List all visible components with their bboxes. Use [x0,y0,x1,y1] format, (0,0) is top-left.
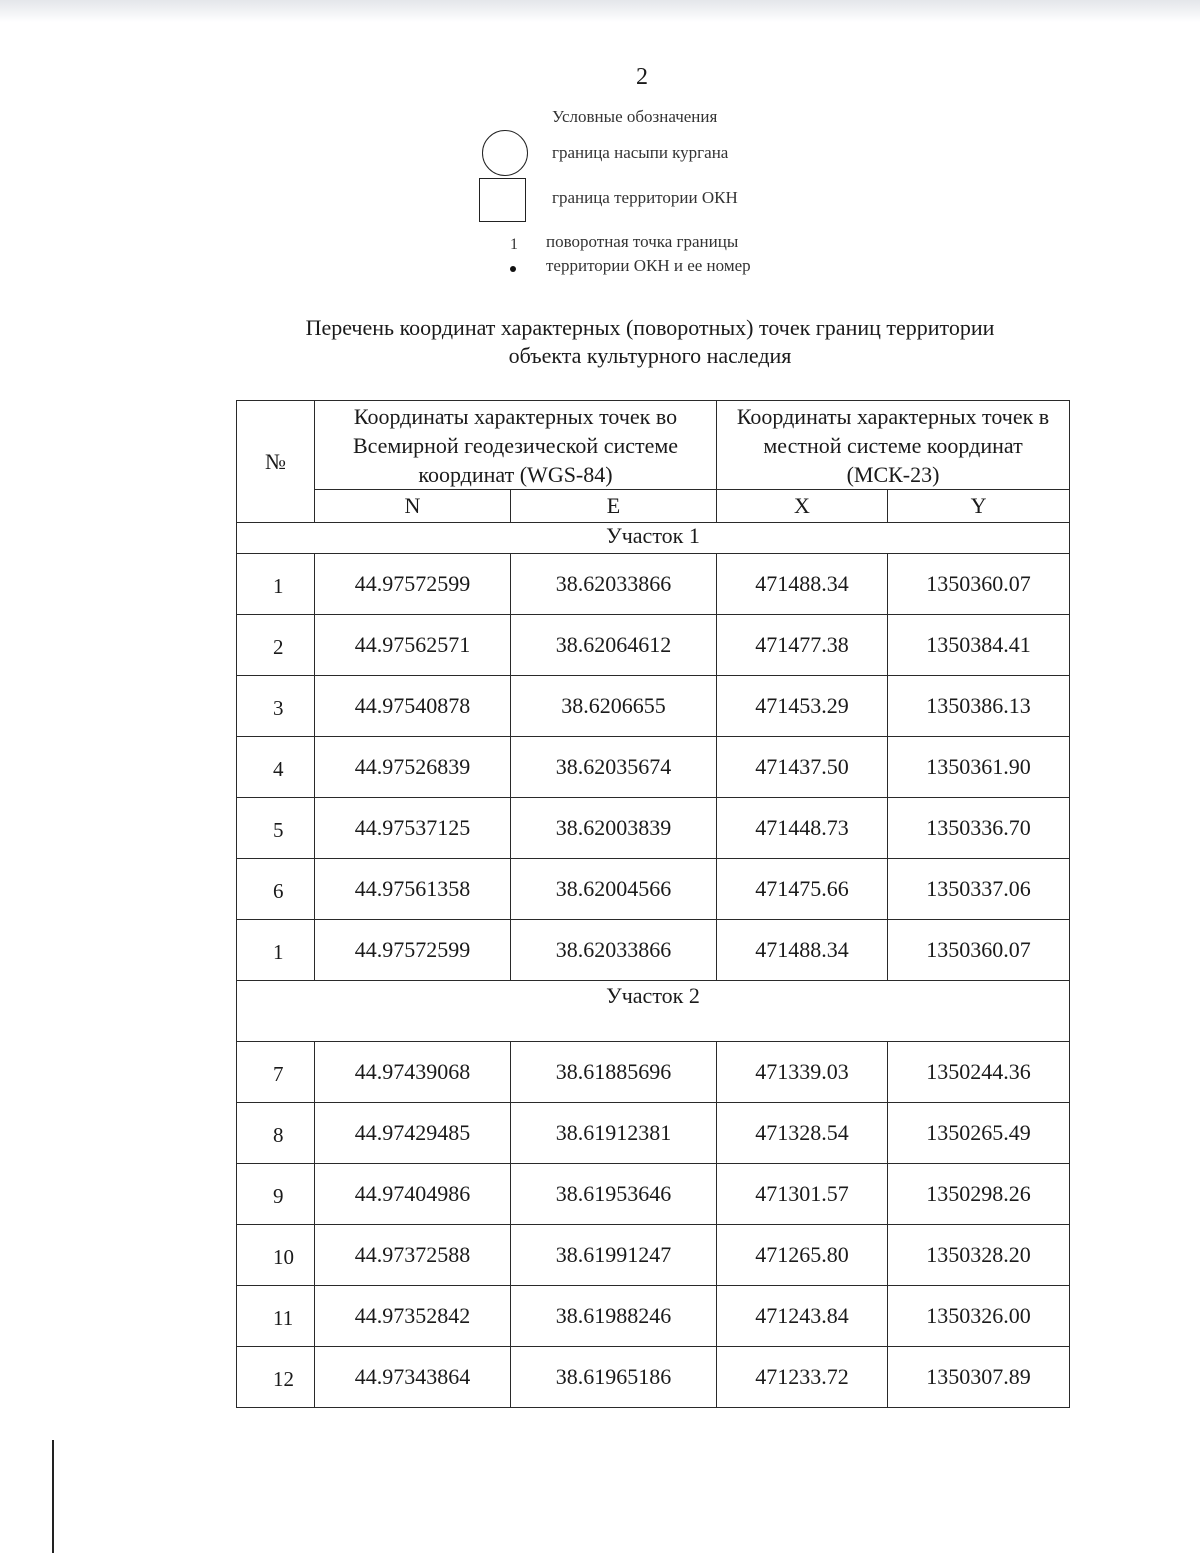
table-row [237,798,1070,859]
header-num: № [237,401,315,523]
table-row [237,1225,1070,1286]
coordinates-table [236,400,1070,1408]
header-wgs-group: Координаты характерных точек во Всемирной геодезической системе координат (WGS-84) [315,401,717,490]
cell-num [237,1103,315,1164]
cell-e: 38.62064612 [511,615,717,676]
binder-margin-line [52,1440,54,1553]
point-number: 5 [273,817,284,842]
cell-x: 471437.50 [717,737,888,798]
table-row [237,676,1070,737]
cell-y: 1350244.36 [888,1042,1070,1103]
cell-y: 1350386.13 [888,676,1070,737]
cell-y: 1350265.49 [888,1103,1070,1164]
table-row [237,920,1070,981]
cell-e: 38.61988246 [511,1286,717,1347]
table-row [237,859,1070,920]
cell-n: 44.97540878 [315,676,511,737]
table-row [237,1042,1070,1103]
cell-y: 1350326.00 [888,1286,1070,1347]
list-title-line2: объекта культурного наследия [508,343,792,368]
cell-x: 471233.72 [717,1347,888,1408]
cell-e: 38.61885696 [511,1042,717,1103]
section-row [237,523,1070,554]
cell-n: 44.97404986 [315,1164,511,1225]
table-body [237,523,1070,1408]
boundary-point-icon [510,266,516,272]
legend-circle-label: граница насыпи кургана [552,143,729,162]
square-icon [479,178,526,222]
cell-num [237,615,315,676]
point-number: 11 [273,1305,294,1330]
cell-y: 1350360.07 [888,554,1070,615]
cell-x: 471328.54 [717,1103,888,1164]
cell-num [237,798,315,859]
cell-x: 471488.34 [717,920,888,981]
cell-num [237,1164,315,1225]
header-n: N [315,490,511,523]
cell-y: 1350337.06 [888,859,1070,920]
page-number: 2 [636,64,648,90]
cell-n: 44.97572599 [315,920,511,981]
cell-n: 44.97439068 [315,1042,511,1103]
table-row [237,1103,1070,1164]
point-number: 9 [273,1183,284,1208]
table-row [237,737,1070,798]
legend-square-label: граница территории ОКН [552,188,738,207]
list-title [220,314,1080,370]
cell-num [237,1042,315,1103]
point-number: 3 [273,695,284,720]
cell-n: 44.97526839 [315,737,511,798]
cell-num [237,676,315,737]
header-y: Y [888,490,1070,523]
cell-x: 471301.57 [717,1164,888,1225]
point-number: 12 [273,1366,294,1391]
cell-y: 1350360.07 [888,920,1070,981]
cell-n: 44.97572599 [315,554,511,615]
table-row [237,1164,1070,1225]
table-row [237,1286,1070,1347]
cell-e: 38.62003839 [511,798,717,859]
legend-point-label-line2: территории ОКН и ее номер [546,256,751,275]
cell-n: 44.97561358 [315,859,511,920]
cell-num [237,859,315,920]
legend-point-label-line1: поворотная точка границы [546,232,739,251]
cell-e: 38.62033866 [511,920,717,981]
section-row [237,981,1070,1042]
cell-y: 1350328.20 [888,1225,1070,1286]
header-msk-group: Координаты характерных точек в местной системе координат (МСК-23) [717,401,1070,490]
legend [0,0,1200,300]
cell-n: 44.97429485 [315,1103,511,1164]
cell-x: 471475.66 [717,859,888,920]
point-number: 7 [273,1061,284,1086]
point-number: 1 [273,939,284,964]
cell-e: 38.61965186 [511,1347,717,1408]
cell-y: 1350298.26 [888,1164,1070,1225]
header-e: E [511,490,717,523]
table-row [237,615,1070,676]
boundary-point-number: 1 [510,236,518,253]
cell-y: 1350384.41 [888,615,1070,676]
point-number: 4 [273,756,284,781]
cell-num [237,1225,315,1286]
cell-e: 38.6206655 [511,676,717,737]
cell-num [237,554,315,615]
point-number: 6 [273,878,284,903]
cell-num [237,1347,315,1408]
section-title: Участок 2 [237,981,1070,1042]
cell-n: 44.97352842 [315,1286,511,1347]
cell-e: 38.61953646 [511,1164,717,1225]
legend-point-label [546,230,751,278]
header-x: X [717,490,888,523]
table-row [237,554,1070,615]
point-number: 8 [273,1122,284,1147]
legend-title: Условные обозначения [552,107,718,126]
cell-n: 44.97343864 [315,1347,511,1408]
cell-x: 471265.80 [717,1225,888,1286]
cell-x: 471477.38 [717,615,888,676]
cell-x: 471243.84 [717,1286,888,1347]
section-title: Участок 1 [237,523,1070,554]
cell-y: 1350336.70 [888,798,1070,859]
list-title-line1: Перечень координат характерных (поворотных) точек границ территории [305,315,995,340]
cell-x: 471448.73 [717,798,888,859]
cell-x: 471488.34 [717,554,888,615]
point-number: 10 [273,1244,294,1269]
point-number: 2 [273,634,284,659]
cell-x: 471453.29 [717,676,888,737]
cell-num [237,1286,315,1347]
cell-y: 1350361.90 [888,737,1070,798]
circle-icon [482,130,528,176]
cell-e: 38.62033866 [511,554,717,615]
cell-n: 44.97537125 [315,798,511,859]
cell-n: 44.97562571 [315,615,511,676]
cell-num [237,920,315,981]
cell-n: 44.97372588 [315,1225,511,1286]
cell-e: 38.61991247 [511,1225,717,1286]
cell-e: 38.62035674 [511,737,717,798]
point-number: 1 [273,573,284,598]
cell-x: 471339.03 [717,1042,888,1103]
cell-e: 38.61912381 [511,1103,717,1164]
table-row [237,1347,1070,1408]
cell-y: 1350307.89 [888,1347,1070,1408]
cell-num [237,737,315,798]
cell-e: 38.62004566 [511,859,717,920]
